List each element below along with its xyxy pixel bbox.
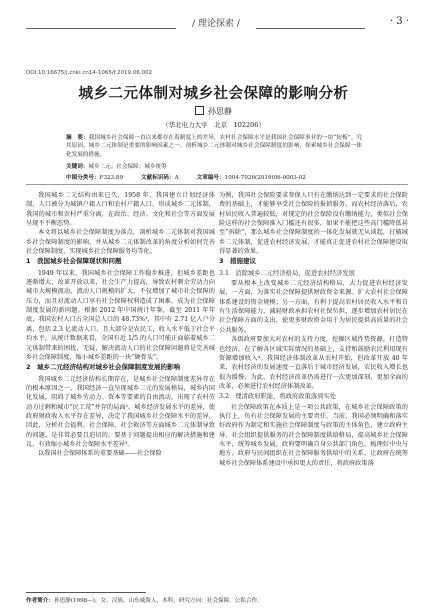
section-heading: 2 城乡二元经济结构对城乡社会保障制度发展的影响 <box>26 363 181 372</box>
clc <box>66 173 123 181</box>
doc-code-value: A <box>174 175 179 181</box>
footnote-rule <box>26 592 146 593</box>
author-box-icon <box>195 106 204 115</box>
section-heading: 1 我国城乡社会保障现状和问题 <box>26 257 122 266</box>
right-column <box>219 191 408 468</box>
article-no <box>197 173 306 181</box>
article-title: 城乡二元体制对城乡社会保障的影响分析 <box>78 86 349 102</box>
paragraph: 以我国社会保障体系的重要基础——社会保险 <box>38 450 162 458</box>
paragraph: 社会保障政策在本质上是一项公共政策，在城乡社会保障政策的执行上，负有社会保障发展的主要责任。当前，我国必须明确和落实好政府作为制定和实施社会保障制度与政策的主体角色，建立政府主导、社会组织提供服务的社会保障制度供给格局，提高城乡社会保障水平，统筹城乡发展，政府要明确自身公共部门角色，梳理好中央与地方、政府与民间组织在社会保障服务供给中的关系，让政府在统筹城乡社会保障体系建设中承担更大的责任，将政府政策落 <box>219 403 408 467</box>
section-heading: 3 措施建议 <box>219 257 257 266</box>
author-line <box>0 106 427 117</box>
divider <box>26 184 408 185</box>
paragraph: 为例，我国社会保险要求参保人只有在缴纳达到一定要求的社会保险费的基础上，才能够享受社会保险的报销服务。而农村经济落后，农村居民收入普遍较低，对现定的社会保险没有缴纳能力，类似社会保险这样的社会保障准入门槛还有很多，如果不能把这些高门槛降低甚至“拆除”，那么城乡社会保障制度的一体化发展就无从谈起，打破城乡二元体制，促进农村经济发展，才能真正促进农村社会保障建设取得显著的效果。 <box>219 192 408 256</box>
doi[interactable]: DOI:10.16675/j.cnki.cn14-1065/f.2019.06.002 <box>26 70 153 76</box>
footnote-text: 孙思静(1998—)，女，汉族，山东威海人，本科，研究方向：社会保障、公私合作。 <box>53 598 263 604</box>
section-label: / 理论探索 / <box>176 16 256 29</box>
paragraph: 本文将以城乡社会保障制度为落点，剖析城乡二元体制对我国城乡社会保障制度的影响，并从城乡二元体制改革的角度分析如何完善社会保障制度，实现城乡社会保障服务均等化。 <box>26 229 215 256</box>
affiliation: （华北电力大学 北京 102206） <box>162 121 265 129</box>
running-head <box>26 16 409 30</box>
article-no-label: 文章编号： <box>196 175 225 181</box>
keywords <box>66 162 366 170</box>
author-footnote <box>26 596 263 604</box>
paragraph: 要从根本上改变城乡二元经济结构格局，大力促进农村经济发展，一方面，为落实社会保障提供财政资金来源。扩大农村社会保障体系建设的资金规模；另一方面，有利于提高农村居民收入水平和自有生活保障能力，减轻财政承担农村社保负担，逐步增加农村居民在社会保障方面的支出，使更多财政资金用于为居民提供高质量的社会公共服务。 <box>219 280 408 334</box>
keywords-text: 城乡二元；社会保障；城乡统筹 <box>88 164 167 170</box>
keywords-label: 关键词： <box>66 164 89 170</box>
paragraph: 1949 年以来，我国城乡社会保障工作稳步推进，但城乡差距也逐渐增大，改革开放以来，社会生产力提高，导致农村剩余劳动力向城市大规模流动，流动人口规模的扩大，不仅增加了城市社会保障的压力，而且对流动人口享有社会保障权利造成了困难，成为社会保障制度发展的新问题。根据 2012 年中国统计年鉴，截至 2011 年年底，我国农村人口占全国总人口的 48.73%¹，其中有 2.71 亿人户分离，包括 2.3 亿流动人口，且大部分是农民工，收入水平低于社会平均水平，从统计数据来看，全国有近 1/5 的人口可能正面临着城乡二元体制带来的困扰，无疑，解决流动人口的社会保障问题将是完善城乡社会保障制度、缩小城乡差距的一块“硬骨头”。 <box>26 269 215 361</box>
doc-code-label: 文献标识码： <box>141 175 175 181</box>
page-number: · 3 · <box>389 16 409 27</box>
abstract-label: 摘 要： <box>66 135 89 141</box>
abstract-text: 我国城乡社会保障一直以来都存在着制度上的差异，农村社会保障水平是我国社会保障事业的一块“短板”。究其原因，城乡二元体制是重要的影响因素之一。剖析城乡二元体制对城乡社会保障制度的影响，探索城乡社会保障一体化发展的措施。 <box>66 135 362 158</box>
left-column <box>26 191 215 459</box>
author-name: 孙思静 <box>208 107 232 116</box>
paragraph: 我国城乡二元经济结构长期存在，是城乡社会保障制度差异存在的根本原因之一。我国经济一直呈现城乡二元的发展格局，城乡内国化发展，阻碍了城乡劳动力、资本等要素的自由流动，出现了农村劳动力过剩和城市“民工荒”并存的局面²。城乡经济发展水平的差异，使政府财政收入水平存在差异，决定了我国城乡社会保障水平的差异，因此，分析社会福利、社会保障、社会救济等方面城乡二元体制导致的问题，是非常必要且迫切的。要基于问题提出相应的解决措施和建议，有效缩小城乡社会保障水平差异³。 <box>26 375 215 448</box>
paragraph: 各级政府要加大对农村的支持力度，挖掘区域性势资源，打造特色经济。在了解各区域实际情况的基础上，支持和鼓励农民利用现有资源增加收入⁴。我国经济体制改革从农村开始，但改革开放 40 年来，农村经济的发展速度一直落后于城市经济发展，农民收入增长也很为缓慢，为此，农村经济改革仍需进行一次更加深刻、更加全面的改革，必须进行农村经济体制改革。 <box>219 336 408 390</box>
classification-meta <box>66 173 366 181</box>
footnote-label: 作者简介： <box>26 598 54 604</box>
subsection-heading: 3.1 消除城乡二元经济格局，促进农村经济发展 <box>219 269 355 277</box>
clc-value: F323.89 <box>99 175 124 181</box>
abstract <box>66 134 362 159</box>
paragraph: 我国城乡二元结构由来已久，1958 年，我国建立计划经济体制，人口被分为城镇户籍人口和农村户籍人口，形成城乡二元体制，我国的城市和农村严重分离，在政治、经济、文化和社会等方面发展呈现不平衡态势。 <box>26 192 215 228</box>
article-no-value: 1004-7026(2019)06-0003-02 <box>224 175 306 181</box>
subsection-heading: 3.2 理清政府职能，将政府政策落到实处 <box>219 393 337 401</box>
doc-code <box>141 173 179 181</box>
clc-label: 中图分类号： <box>66 175 100 181</box>
